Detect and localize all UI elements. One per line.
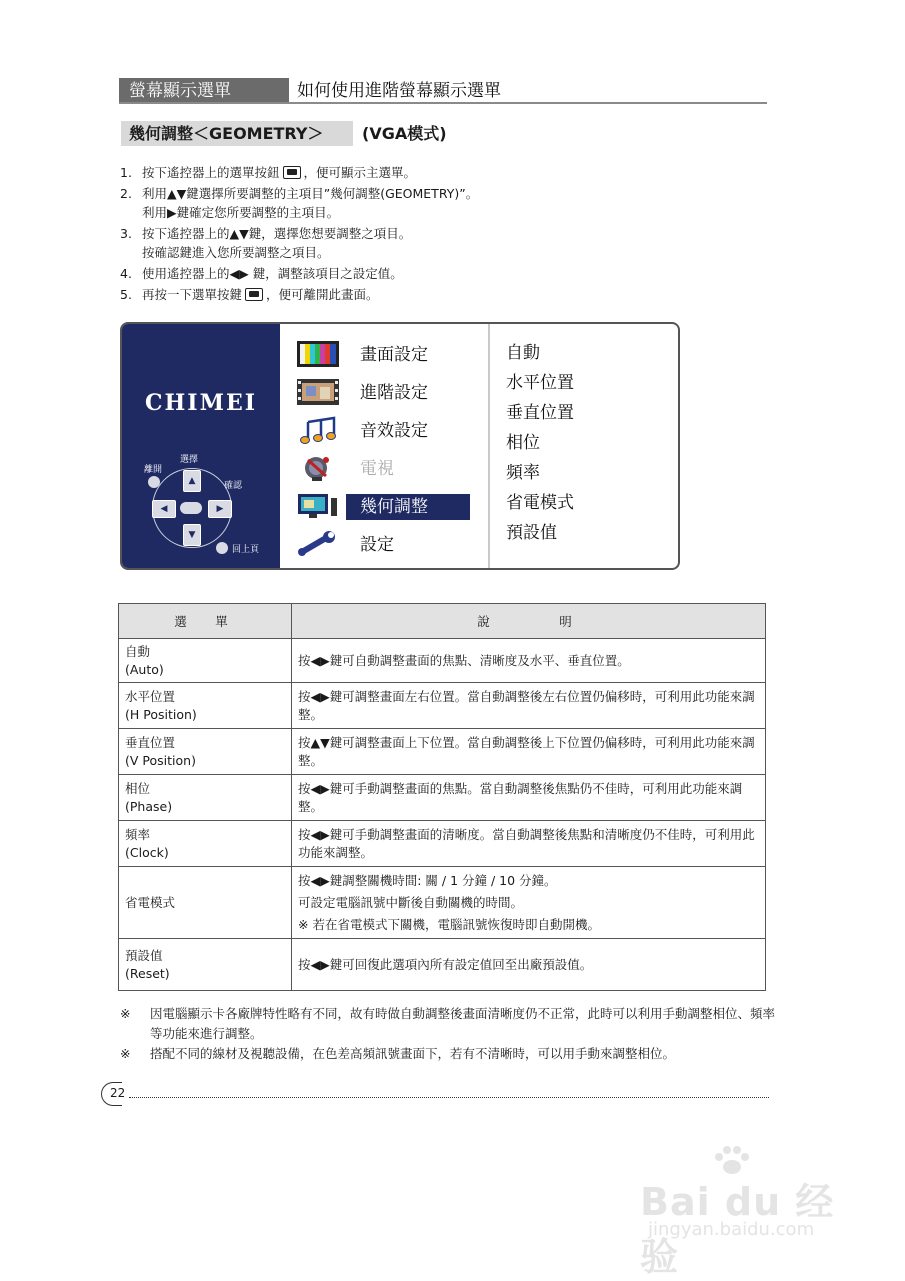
table-cell-description: 按◀▶鍵可調整畫面左右位置。當自動調整後左右位置仍偏移時，可利用此功能來調整。 (292, 683, 766, 729)
footnotes (120, 1004, 780, 1064)
step-2: 2. 利用▲▼鍵選擇所要調整的主項目”幾何調整(GEOMETRY)”。 利用▶鍵確定您所要調整的主項目。 (120, 186, 479, 220)
table-cell-description: 按◀▶鍵調整關機時間: 關 / 1 分鐘 / 10 分鐘。 可設定電腦訊號中斷後自動關機的時間。 ※ 若在省電模式下關機，電腦訊號恢復時即自動開機。 (292, 867, 766, 939)
table-cell-description: 按▲▼鍵可調整畫面上下位置。當自動調整後上下位置仍偏移時，可利用此功能來調整。 (292, 729, 766, 775)
step-1: 1. 按下遙控器上的選單按鈕 ，便可顯示主選單。 (120, 165, 417, 180)
instruction-steps (120, 163, 760, 306)
footnote: ※ 搭配不同的線材及視聽設備，在色差高頻訊號畫面下，若有不清晰時，可以用手動來調整相位。 (120, 1046, 676, 1061)
osd-submenu (506, 338, 574, 548)
page-footer (101, 1080, 771, 1106)
table-cell-description: 按◀▶鍵可自動調整畫面的焦點、清晰度及水平、垂直位置。 (292, 639, 766, 683)
header-title: 如何使用進階螢幕顯示選單 (297, 81, 501, 101)
submenu-item-h-position[interactable]: 水平位置 (506, 373, 574, 393)
brand-logo: CHIMEI (145, 390, 257, 416)
menu-item-tv[interactable]: 電視 (282, 452, 488, 484)
right-arrow-icon: ▶ (208, 500, 232, 518)
satellite-dish-icon (296, 454, 340, 482)
menu-reference-table (118, 603, 766, 991)
step-4: 4. 使用遙控器上的◀▶ 鍵，調整該項目之設定值。 (120, 266, 403, 281)
music-notes-icon (296, 416, 340, 444)
table-cell-name: 自動 (Auto) (119, 639, 292, 683)
wrench-icon (296, 530, 340, 558)
watermark-url: jingyan.baidu.com (648, 1219, 815, 1240)
film-icon (296, 378, 340, 406)
submenu-item-clock[interactable]: 頻率 (506, 463, 540, 483)
watermark (640, 1145, 870, 1279)
section-title: 幾何調整＜GEOMETRY＞ (121, 121, 353, 146)
footnote: ※ 因電腦顯示卡各廠牌特性略有不同，故有時做自動調整後畫面清晰度仍不正常，此時可以利用手動調整相位、頻率等功能來進行調整。 (120, 1006, 776, 1041)
page-number: 22 (110, 1086, 126, 1100)
table-header-menu: 選 單 (119, 604, 292, 639)
table-cell-name: 水平位置 (H Position) (119, 683, 292, 729)
table-row (119, 683, 766, 729)
color-bars-icon (296, 340, 340, 368)
table-row (119, 729, 766, 775)
up-arrow-icon: ▲ (183, 470, 201, 492)
osd-divider (488, 324, 490, 568)
table-cell-name: 頻率 (Clock) (119, 821, 292, 867)
back-label: 回上頁 (232, 545, 260, 555)
table-cell-description: 按◀▶鍵可手動調整畫面的清晰度。當自動調整後焦點和清晰度仍不佳時，可利用此功能來調整。 (292, 821, 766, 867)
table-header-row (119, 604, 766, 639)
select-label: 選擇 (180, 455, 199, 465)
step-3: 3. 按下遙控器上的▲▼鍵，選擇您想要調整之項目。 按確認鍵進入您所要調整之項目。 (120, 226, 412, 260)
menu-button-icon (245, 288, 263, 301)
menu-item-audio[interactable]: 音效設定 (282, 414, 488, 446)
back-button-icon (216, 542, 228, 554)
table-cell-description: 按◀▶鍵可回復此選項內所有設定值回至出廠預設值。 (292, 939, 766, 991)
header-section-label: 螢幕顯示選單 (119, 78, 289, 104)
table-cell-name: 預設值 (Reset) (119, 939, 292, 991)
remote-diagram (122, 454, 280, 564)
table-row (119, 821, 766, 867)
step-5: 5. 再按一下選單按鍵 ，便可離開此畫面。 (120, 287, 379, 302)
table-cell-name: 省電模式 (119, 867, 292, 939)
monitor-icon (296, 492, 340, 520)
left-arrow-icon: ◀ (152, 500, 176, 518)
menu-item-geometry[interactable]: 幾何調整 (282, 490, 488, 522)
osd-brand-panel (122, 324, 280, 568)
table-row (119, 939, 766, 991)
enter-button-icon (180, 502, 202, 514)
page-header (119, 78, 767, 104)
menu-item-settings[interactable]: 設定 (282, 528, 488, 560)
submenu-item-auto[interactable]: 自動 (506, 343, 540, 363)
section-mode: (VGA模式) (362, 124, 447, 143)
table-row (119, 867, 766, 939)
watermark-logo: Bai du 经验 (640, 1180, 835, 1279)
submenu-item-reset[interactable]: 預設值 (506, 523, 557, 543)
table-cell-description: 按◀▶鍵可手動調整畫面的焦點。當自動調整後焦點仍不佳時，可利用此功能來調整。 (292, 775, 766, 821)
table-header-description: 說 明 (292, 604, 766, 639)
table-row (119, 639, 766, 683)
osd-menu-panel (120, 322, 680, 570)
footer-dotted-rule (129, 1097, 769, 1098)
table-cell-name: 相位 (Phase) (119, 775, 292, 821)
menu-item-picture[interactable]: 畫面設定 (282, 338, 488, 370)
submenu-item-v-position[interactable]: 垂直位置 (506, 403, 574, 423)
osd-main-menu (282, 324, 488, 568)
down-arrow-icon: ▼ (183, 524, 201, 546)
menu-button-icon (283, 166, 301, 179)
menu-item-advanced[interactable]: 進階設定 (282, 376, 488, 408)
exit-label: 離開 (144, 465, 163, 475)
header-rule (119, 102, 767, 104)
table-row (119, 775, 766, 821)
submenu-item-phase[interactable]: 相位 (506, 433, 540, 453)
submenu-item-power-saving[interactable]: 省電模式 (506, 493, 574, 513)
table-cell-name: 垂直位置 (V Position) (119, 729, 292, 775)
confirm-label: 確認 (224, 481, 243, 491)
